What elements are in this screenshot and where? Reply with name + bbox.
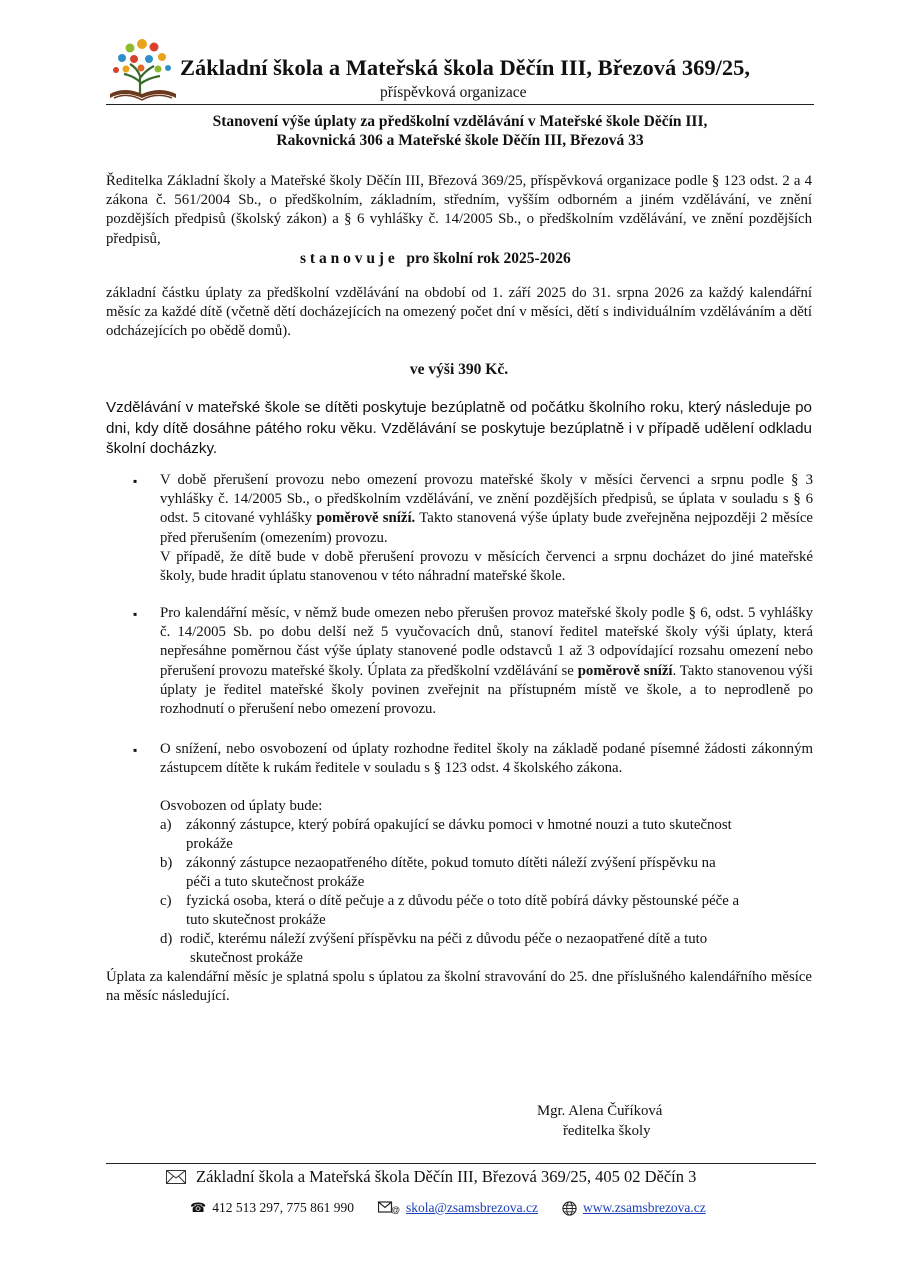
- footer-address-text: Základní škola a Mateřská škola Děčín III, Březová 369/25, 405 02 Děčín 3: [196, 1167, 697, 1186]
- exemption-letter: d): [160, 931, 173, 947]
- title-line-2: Rakovnická 306 a Mateřské škole Děčín III, Březová 33: [276, 132, 644, 149]
- decree-heading: s t a n o v u j e pro školní rok 2025-2026: [300, 250, 571, 267]
- bullet-text-part: V době přerušení provozu nebo omezení provozu mateřské školy v měsíci červenci a srpnu podle § 3 vyhlášky č. 14/2005 Sb., o předškolním vzdělávání, ve znění pozdějších předpisů, se úplata v souladu s § 6 odst. 5 citované vyhlášky: [160, 472, 813, 527]
- footer-address: [166, 1167, 696, 1187]
- exemption-item-a-line2: prokáže: [186, 836, 233, 852]
- footer-email-link[interactable]: skola@zsamsbrezova.cz: [405, 1200, 538, 1215]
- footer-divider: [106, 1163, 816, 1164]
- bullet-summer-closure: [160, 471, 813, 586]
- globe-icon: [562, 1201, 577, 1216]
- intro-paragraph: Ředitelka Základní školy a Mateřské školy Děčín III, Březová 369/25, příspěvková organizace podle § 123 odst. 2 a 4 zákona č. 561/2004 Sb., o předškolním, základním, středním, vyšším odborném a jiném vzdělávání, ve znění pozdějších předpisů (školský zákon) a § 6 vyhlášky č. 14/2005 Sb., o předškolním vzdělávání, ve znění pozdějších předpisů,: [106, 173, 812, 247]
- exemption-item-b-line2: péči a tuto skutečnost prokáže: [186, 874, 365, 890]
- bullet-reduction-request: [160, 740, 813, 778]
- svg-text:@: @: [390, 1205, 400, 1215]
- base-amount-paragraph: základní částku úplaty za předškolní vzdělávání na období od 1. září 2025 do 31. srpna 2026 za každý kalendářní měsíc za každé dítě (včetně dětí docházejících na omezený počet dní v měsíci, dětí s individuálním vzděláváním a dětí odcházejících po obědě domů).: [106, 285, 812, 340]
- header-divider: [106, 104, 814, 105]
- exemption-item-c-line1: fyzická osoba, která o dítě pečuje a z důvodu péče o toto dítě pobírá dávky pěstounské péče a: [186, 893, 740, 909]
- email-icon: [378, 1201, 400, 1215]
- bullet-text-part: V případě, že dítě bude v době přerušení provozu v měsících červenci a srpnu docházet do jiné mateřské školy, bude hradit úplatu stanovenou v této náhradní mateřské škole.: [160, 548, 813, 585]
- bullet-text-part: O snížení, nebo osvobození od úplaty rozhodne ředitel školy na základě podané písemné žádosti zákonným zástupcem dítěte k rukám ředitele v souladu s § 123 odst. 4 školského zákona.: [160, 741, 813, 777]
- bullet-text-part: Takto stanovená výše úplaty bude zveřejněna nejpozději 2 měsíce před přerušením (omezením) provozu.: [160, 510, 813, 546]
- exemption-letter: a): [160, 817, 172, 833]
- exemption-item-d-line2: skutečnost prokáže: [190, 950, 303, 966]
- signatory-role: ředitelka školy: [563, 1123, 651, 1139]
- exemption-heading: Osvobozen od úplaty bude:: [160, 798, 323, 814]
- footer-web-link[interactable]: www.zsamsbrezova.cz: [582, 1200, 706, 1215]
- exemption-item-b-line1: zákonný zástupce nezaopatřeného dítěte, pokud tomuto dítěti náleží zvýšení příspěvku na: [186, 855, 716, 871]
- bullet-marker: ▪: [133, 607, 138, 621]
- document-title: [110, 112, 810, 150]
- bullet-text-part: Pro kalendářní měsíc, v němž bude omezen nebo přerušen provoz mateřské školy podle § 6, odst. 5 vyhlášky č. 14/2005 Sb. po dobu delší než 5 vyučovacích dnů, stanoví ředitel mateřské školy výši úplaty, která nepřesáhne poměrnou část výše úplaty stanovené podle odstavců 1 až 3 odpovídající rozsahu omezení nebo přerušení provozu mateřské školy. Úplata za předškolní vzdělávání se: [160, 605, 813, 679]
- title-line-1: Stanovení výše úplaty za předškolní vzdělávání v Mateřské škole Děčín III,: [212, 113, 708, 130]
- exemption-letter: b): [160, 855, 173, 871]
- signatory-name: Mgr. Alena Čuříková: [537, 1103, 663, 1119]
- footer-phone: 412 513 297, 775 861 990: [212, 1200, 354, 1215]
- bullet-restricted-operation: [160, 604, 813, 719]
- bullet-bold-text: poměrově sníží.: [316, 510, 416, 527]
- footer-contacts: [190, 1200, 706, 1216]
- organization-type: příspěvková organizace: [380, 84, 527, 101]
- bullet-marker: ▪: [133, 474, 138, 488]
- bullet-bold-text: poměrově sníží: [577, 662, 673, 679]
- amount-statement: ve výši 390 Kč.: [409, 361, 509, 378]
- envelope-icon: [166, 1170, 186, 1184]
- school-logo: [104, 32, 182, 106]
- payment-paragraph: Úplata za kalendářní měsíc je splatná spolu s úplatou za školní stravování do 25. dne příslušného kalendářního měsíce na měsíc následující.: [106, 969, 812, 1005]
- free-education-paragraph: Vzdělávání v mateřské škole se dítěti poskytuje bezúplatně od počátku školního roku, který následuje po dni, kdy dítě dosáhne pátého roku věku. Vzdělávání se poskytuje bezúplatně i v případě udělení odkladu školní docházky.: [106, 399, 812, 457]
- bullet-text-part: . Takto stanovenou výši úplaty je ředitel mateřské školy povinen zveřejnit na přístupném místě ve škole, a to neprodleně po rozhodnutí o přerušení nebo omezení provozu.: [160, 662, 813, 718]
- bullet-marker: ▪: [133, 743, 138, 757]
- exemption-letter: c): [160, 893, 172, 909]
- exemption-item-a-line1: zákonný zástupce, který pobírá opakující se dávku pomoci v hmotné nouzi a tuto skutečnost: [186, 817, 732, 833]
- school-name: Základní škola a Mateřská škola Děčín III, Březová 369/25,: [180, 55, 751, 80]
- exemption-item-c-line2: tuto skutečnost prokáže: [186, 912, 326, 928]
- phone-icon: ☎: [190, 1200, 207, 1215]
- exemption-item-d-line1: rodič, kterému náleží zvýšení příspěvku na péči z důvodu péče o nezaopatřené dítě a tuto: [180, 931, 708, 947]
